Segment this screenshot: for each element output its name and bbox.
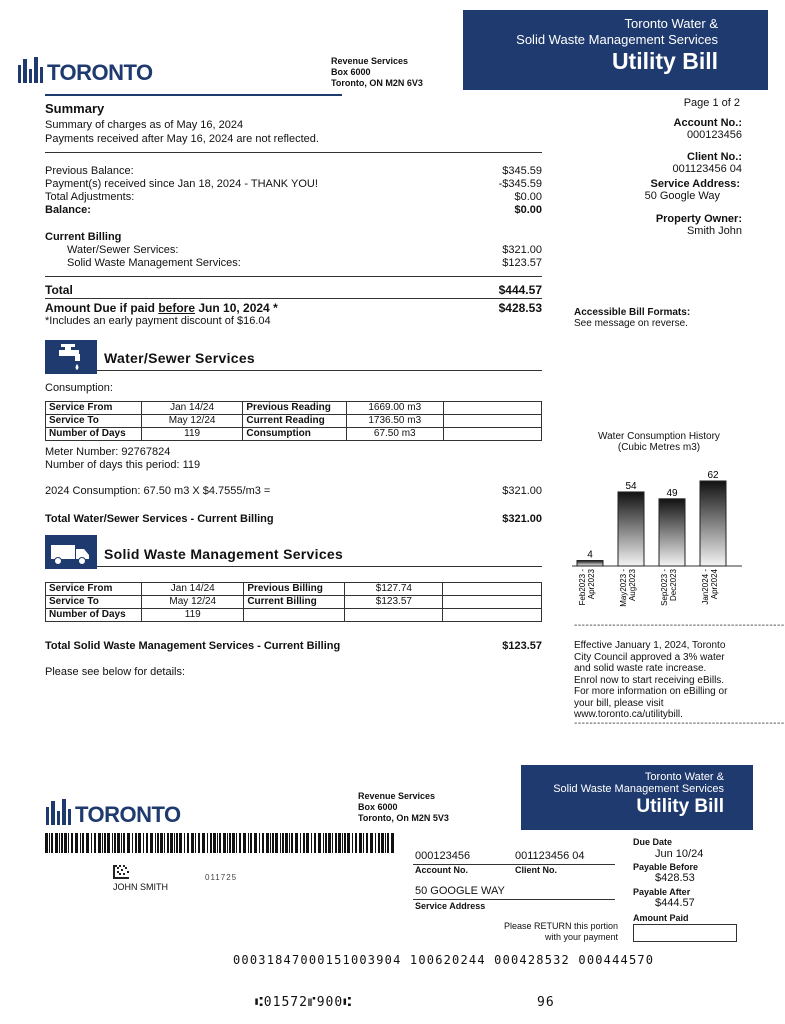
banner-line2: Solid Waste Management Services [516, 32, 718, 47]
notice-line: and solid waste rate increase. [574, 663, 707, 674]
payable-before-label: Payable Before [633, 862, 699, 872]
barcode-bar [378, 833, 380, 853]
table-cell: Service From [46, 583, 142, 596]
table-cell [443, 428, 541, 441]
garbage-truck-icon [45, 535, 97, 569]
barcode-bar [262, 833, 264, 853]
barcode-bar [243, 833, 246, 853]
amount-paid-label: Amount Paid [633, 913, 689, 923]
current-billing-row-label: Solid Waste Management Services: [67, 257, 241, 269]
amount-due-value: $428.53 [498, 301, 542, 315]
stub-return-line1: Please RETURN this portion [503, 921, 618, 931]
notice-divider-bottom: ------------------------------------------------------- [574, 718, 785, 729]
barcode-bar [187, 833, 189, 853]
barcode-bar [123, 833, 125, 853]
summary-divider [45, 152, 542, 153]
consumption-calc-label: 2024 Consumption: 67.50 m3 X $4.7555/m3 = [45, 485, 271, 497]
summary-row-label: Balance: [45, 204, 91, 216]
stub-city-hall-logo-icon [45, 797, 71, 825]
water-consumption-chart [570, 458, 750, 608]
total-divider-bottom [45, 298, 542, 299]
barcode-bar [325, 833, 327, 853]
barcode-bar [86, 833, 89, 853]
payable-before-value: $428.53 [655, 872, 695, 884]
stub-code: 011725 [205, 873, 238, 882]
stub-account-label: Account No. [415, 865, 468, 875]
barcode-bar [104, 833, 106, 853]
stub-toronto-logo [45, 797, 181, 827]
notice-divider-top: ------------------------------------------------------- [574, 620, 785, 631]
table-cell: Service From [46, 402, 142, 415]
barcode-bar [347, 833, 350, 853]
amount-due-prefix: Amount Due if paid [45, 301, 159, 315]
chart-bar [618, 492, 644, 566]
micr-scan-line: 00031847000151003904 100620244 000428532 000444570 [233, 953, 655, 967]
amount-due-before: before [158, 301, 196, 315]
table-cell: Consumption [243, 428, 346, 441]
city-hall-logo-icon [17, 55, 43, 83]
chart-tick-label: May2023 - [619, 569, 628, 607]
table-row [46, 583, 542, 596]
chart-data-label: 49 [666, 487, 678, 499]
stub-revenue-address [358, 791, 449, 824]
table-cell: May 12/24 [142, 596, 244, 609]
toronto-logo [17, 55, 153, 85]
barcode-bar [266, 833, 269, 853]
stub-banner-title: Utility Bill [636, 796, 724, 817]
solid-waste-table [45, 582, 542, 622]
see-details: Please see below for details: [45, 666, 186, 678]
barcode-bar [391, 833, 394, 853]
amount-paid-field[interactable] [633, 924, 737, 942]
stub-utility-bill-banner [521, 765, 753, 830]
barcode-bar [259, 833, 260, 853]
table-cell: 119 [142, 609, 244, 622]
water-section-title: Water/Sewer Services [104, 350, 256, 366]
barcode-bar [59, 833, 60, 853]
discount-note: *Includes an early payment discount of $16.04 [45, 315, 271, 327]
stub-banner-line1: Toronto Water & [644, 771, 724, 783]
barcode-bar [207, 833, 208, 853]
water-section-icon-box [45, 340, 97, 374]
page-indicator: Page 1 of 2 [683, 97, 740, 109]
barcode-bar [174, 833, 175, 853]
barcode-bar [160, 833, 163, 853]
barcode-bar [117, 833, 120, 853]
table-row [46, 596, 542, 609]
barcode-bar [49, 833, 50, 853]
barcode-bar [370, 833, 373, 853]
chart-title: Water Consumption History [598, 431, 720, 442]
table-cell: Previous Billing [244, 583, 345, 596]
current-billing-row-value: $321.00 [502, 244, 542, 256]
water-title-divider [97, 370, 542, 371]
accessible-formats-label: Accessible Bill Formats: [574, 307, 691, 318]
notice-line: Effective January 1, 2024, Toronto [574, 640, 726, 651]
barcode-bar [112, 833, 113, 853]
barcode-bar [295, 833, 298, 853]
barcode-bar [306, 833, 309, 853]
property-owner-label: Property Owner: [655, 213, 742, 225]
barcode-bar [338, 833, 341, 853]
barcode-bar [285, 833, 288, 853]
table-row [46, 428, 542, 441]
summary-row-label: Previous Balance: [45, 165, 134, 177]
chart-tick-label: Dec2023 [669, 569, 678, 602]
table-cell: Jan 14/24 [142, 583, 244, 596]
summary-row-label: Payment(s) received since Jan 18, 2024 - THANK YOU! [45, 178, 318, 190]
barcode-bar [344, 833, 346, 853]
barcode-bar [232, 833, 235, 853]
stub-revenue-line3: Toronto, On M2N 5V3 [358, 813, 449, 823]
table-cell [443, 583, 542, 596]
barcode-bar [64, 833, 67, 853]
chart-bar [700, 481, 726, 566]
barcode-bar [300, 833, 301, 853]
revenue-services-address [331, 56, 423, 89]
summary-not-reflected: Payments received after May 16, 2024 are not reflected. [45, 133, 319, 145]
summary-as-of: Summary of charges as of May 16, 2024 [45, 119, 244, 131]
table-cell [345, 609, 443, 622]
table-cell [443, 402, 541, 415]
current-billing-label: Current Billing [45, 231, 122, 243]
barcode-bar [217, 833, 218, 853]
total-value: $444.57 [498, 283, 542, 297]
barcode-bar [195, 833, 196, 853]
stub-address-underline [413, 899, 615, 900]
account-value: 000123456 [686, 129, 742, 141]
solid-title-divider [97, 566, 542, 567]
current-billing-row-value: $123.57 [502, 257, 542, 269]
table-cell: Service To [46, 596, 142, 609]
barcode-bar [71, 833, 73, 853]
barcode-bar [289, 833, 290, 853]
barcode-bar [80, 833, 81, 853]
banner-title: Utility Bill [611, 48, 718, 74]
stub-banner-line2: Solid Waste Management Services [553, 783, 724, 795]
barcode-bar [170, 833, 173, 853]
revenue-line3: Toronto, ON M2N 6V3 [331, 78, 423, 88]
revenue-line1: Revenue Services [331, 56, 409, 66]
amount-due-label [45, 301, 278, 315]
barcode [45, 833, 398, 853]
table-cell [443, 596, 542, 609]
barcode-bar [335, 833, 337, 853]
barcode-bar [236, 833, 237, 853]
chart-data-label: 4 [587, 549, 593, 561]
barcode-bar [191, 833, 194, 853]
stub-return-line2: with your payment [544, 932, 618, 942]
table-cell: Previous Reading [243, 402, 346, 415]
rate-notice [574, 640, 727, 721]
barcode-bar [132, 833, 133, 853]
micr-bottom-line: ⑆01572⑈900⑆ [255, 995, 353, 1010]
chart-tick-label: Apr2024 [710, 569, 719, 600]
summary-row-label: Total Adjustments: [45, 191, 135, 203]
barcode-bar [275, 833, 278, 853]
barcode-bar [270, 833, 271, 853]
barcode-bar [311, 833, 312, 853]
barcode-bar [342, 833, 343, 853]
barcode-bar [75, 833, 78, 853]
chart-bar [577, 561, 603, 566]
notice-line: your bill, please visit [574, 697, 664, 709]
table-cell: Current Reading [243, 415, 346, 428]
barcode-bar [68, 833, 69, 853]
notice-line: For more information on eBilling or [574, 686, 728, 697]
current-billing-row-label: Water/Sewer Services: [67, 244, 179, 256]
barcode-bar [250, 833, 252, 853]
table-cell: Jan 14/24 [141, 402, 243, 415]
property-owner-value: Smith John [686, 225, 742, 237]
stub-revenue-line2: Box 6000 [358, 802, 398, 812]
barcode-bar [184, 833, 185, 853]
client-label: Client No.: [687, 151, 742, 163]
stub-revenue-line1: Revenue Services [358, 791, 436, 801]
table-cell: Number of Days [46, 428, 142, 441]
payable-after-label: Payable After [633, 887, 691, 897]
barcode-bar [198, 833, 200, 853]
summary-row-value: $0.00 [514, 191, 542, 203]
barcode-bar [45, 833, 48, 853]
payable-after-value: $444.57 [655, 897, 695, 909]
table-row [46, 402, 542, 415]
barcode-bar [121, 833, 122, 853]
table-cell [443, 609, 542, 622]
table-cell [244, 609, 345, 622]
barcode-bar [146, 833, 148, 853]
table-cell: 1669.00 m3 [346, 402, 443, 415]
chart-tick-label: Sep2023 - [660, 569, 669, 606]
table-cell: May 12/24 [141, 415, 243, 428]
barcode-bar [138, 833, 141, 853]
notice-line: www.toronto.ca/utilitybill. [574, 709, 683, 720]
table-cell: $127.74 [345, 583, 443, 596]
barcode-bar [202, 833, 205, 853]
barcode-bar [254, 833, 257, 853]
summary-row-value: $345.59 [502, 165, 542, 177]
water-total-label: Total Water/Sewer Services - Current Billing [45, 513, 274, 525]
stub-client-value: 001123456 04 [515, 850, 585, 862]
barcode-bar [55, 833, 58, 853]
banner-line1: Toronto Water & [624, 16, 718, 31]
due-date-value: Jun 10/24 [655, 848, 704, 860]
faucet-icon [45, 340, 97, 374]
barcode-bar [227, 833, 228, 853]
barcode-bar [381, 833, 384, 853]
solid-total-label: Total Solid Waste Management Services - Current Billing [45, 640, 341, 652]
barcode-bar [272, 833, 274, 853]
solid-total-value: $123.57 [502, 640, 542, 652]
barcode-bar [179, 833, 182, 853]
barcode-bar [164, 833, 165, 853]
barcode-bar [155, 833, 156, 853]
barcode-bar [375, 833, 376, 853]
barcode-bar [363, 833, 364, 853]
solid-waste-section-icon-box [45, 535, 97, 569]
consumption-calc-value: $321.00 [502, 485, 542, 497]
header-divider [45, 94, 342, 96]
chart-data-label: 62 [707, 469, 719, 481]
table-cell: $123.57 [345, 596, 443, 609]
table-cell: Number of Days [46, 609, 142, 622]
notice-line: City Council approved a 3% water [574, 651, 725, 663]
service-address-label: Service Address: [650, 178, 740, 190]
barcode-bar [210, 833, 212, 853]
barcode-bar [219, 833, 221, 853]
solid-waste-section-title: Solid Waste Management Services [104, 546, 344, 562]
stub-address-label: Service Address [415, 901, 486, 911]
barcode-bar [314, 833, 316, 853]
account-label: Account No.: [673, 117, 742, 129]
chart-tick-label: Aug2023 [628, 569, 637, 602]
barcode-bar [387, 833, 389, 853]
stub-account-value: 000123456 [415, 850, 471, 862]
summary-title: Summary [45, 101, 105, 116]
client-value: 001123456 04 [672, 163, 742, 175]
chart-tick-label: Jan2024 - [701, 569, 710, 605]
barcode-bar [328, 833, 331, 853]
due-date-label: Due Date [633, 837, 673, 847]
barcode-bar [303, 833, 305, 853]
barcode-bar [127, 833, 130, 853]
barcode-bar [318, 833, 321, 853]
total-divider-top [45, 276, 542, 277]
barcode-bar [82, 833, 84, 853]
accessible-formats-text: See message on reverse. [574, 318, 688, 329]
logo-wordmark: TORONTO [46, 60, 153, 85]
total-label: Total [45, 283, 73, 297]
datamatrix-code [113, 865, 129, 879]
table-cell: 67.50 m3 [346, 428, 443, 441]
notice-line: Enrol now to start receiving eBills. [574, 674, 725, 686]
barcode-bar [359, 833, 362, 853]
chart-data-label: 54 [625, 480, 637, 492]
chart-tick-label: Apr2023 [587, 569, 596, 600]
table-row [46, 609, 542, 622]
barcode-bar [114, 833, 116, 853]
water-readings-table [45, 401, 542, 441]
chart-bar [659, 499, 685, 566]
barcode-bar [150, 833, 153, 853]
barcode-bar [366, 833, 368, 853]
barcode-bar [157, 833, 159, 853]
barcode-bar [323, 833, 324, 853]
barcode-bar [332, 833, 333, 853]
stub-address-value: 50 GOOGLE WAY [415, 885, 505, 897]
table-cell: Current Billing [244, 596, 345, 609]
barcode-bar [239, 833, 241, 853]
barcode-bar [282, 833, 284, 853]
table-cell: Service To [46, 415, 142, 428]
water-total-value: $321.00 [502, 513, 542, 525]
barcode-bar [248, 833, 249, 853]
consumption-label: Consumption: [45, 382, 113, 394]
service-address-value: 50 Google Way [644, 190, 720, 202]
barcode-bar [91, 833, 92, 853]
barcode-bar [135, 833, 137, 853]
barcode-bar [355, 833, 357, 853]
barcode-bar [213, 833, 216, 853]
barcode-bar [61, 833, 63, 853]
summary-row-value: $0.00 [514, 204, 542, 216]
table-cell: 1736.50 m3 [346, 415, 443, 428]
barcode-bar [229, 833, 231, 853]
meter-number: Meter Number: 92767824 [45, 446, 171, 458]
revenue-line2: Box 6000 [331, 67, 371, 77]
barcode-bar [51, 833, 53, 853]
days-this-period: Number of days this period: 119 [45, 459, 201, 471]
table-cell [443, 415, 541, 428]
utility-bill-banner [463, 10, 768, 90]
barcode-bar [385, 833, 386, 853]
chart-tick-label: Feb2023 - [578, 569, 587, 606]
barcode-bar [352, 833, 353, 853]
stub-logo-wordmark: TORONTO [74, 802, 181, 827]
stub-client-label: Client No. [515, 865, 557, 875]
stub-name: JOHN SMITH [113, 882, 168, 892]
chart-subtitle: (Cubic Metres m3) [617, 442, 701, 453]
micr-bottom-right: 96 [537, 995, 555, 1010]
barcode-bar [167, 833, 169, 853]
summary-row-value: -$345.59 [498, 178, 542, 190]
barcode-bar [291, 833, 293, 853]
amount-due-suffix: Jun 10, 2024 * [195, 301, 278, 315]
barcode-bar [280, 833, 281, 853]
table-row [46, 415, 542, 428]
barcode-bar [176, 833, 178, 853]
barcode-bar [143, 833, 144, 853]
barcode-bar [223, 833, 226, 853]
table-cell: 119 [141, 428, 243, 441]
barcode-bar [102, 833, 103, 853]
barcode-bar [94, 833, 96, 853]
barcode-bar [98, 833, 101, 853]
barcode-bar [107, 833, 110, 853]
